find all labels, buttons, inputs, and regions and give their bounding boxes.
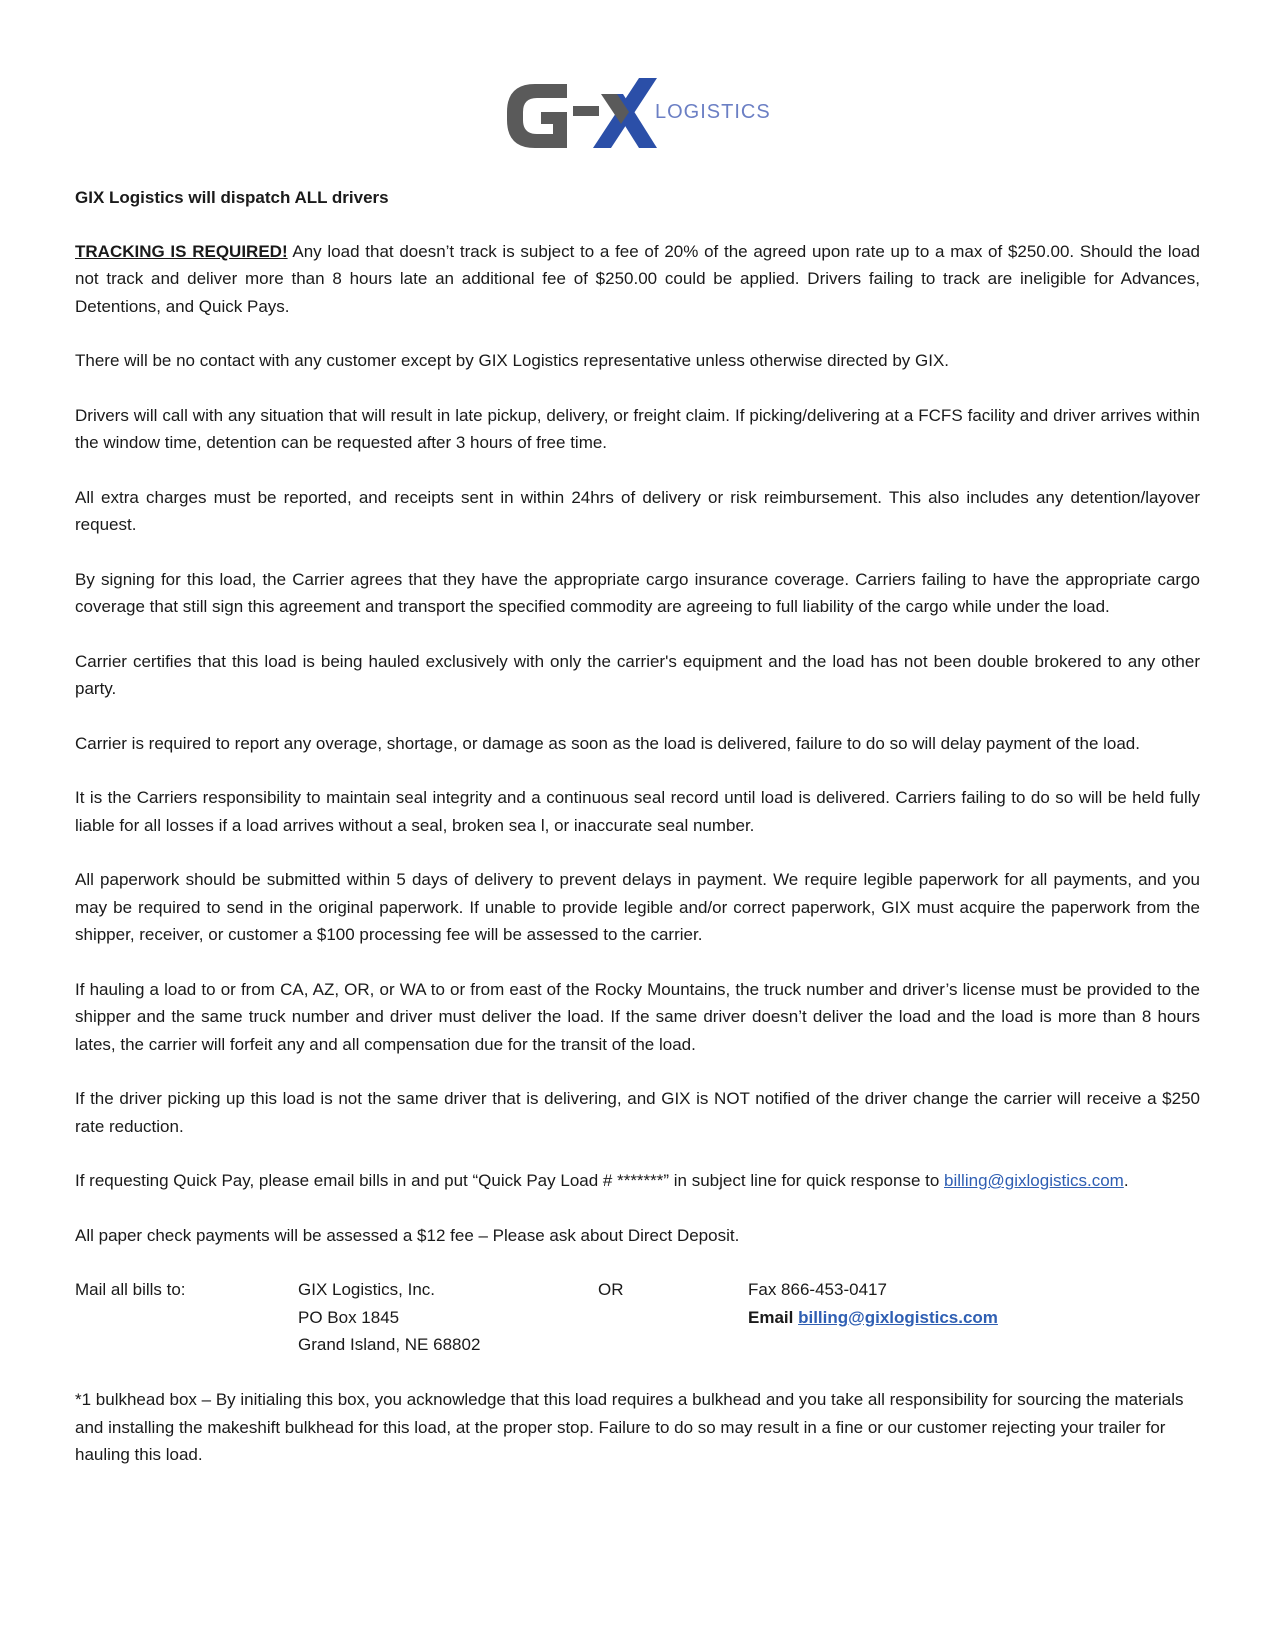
tracking-paragraph bbox=[75, 238, 1200, 321]
tracking-text: Any load that doesn’t track is subject to a fee of 20% of the agreed upon rate up to a max of $250.00. Should the load not track and deliver more than 8 hours late an additional fee of $250.00 could be applied. Drivers failing to track are ineligible for Advances, Detentions, and Quick Pays. bbox=[75, 241, 1200, 316]
bulkhead-footnote: *1 bulkhead box – By initialing this box, you acknowledge that this load requires a bulkhead and you take all responsibility for sourcing the materials and installing the makeshift bulkhead for this load, at the proper stop. Failure to do so may result in a fine or our customer rejecting your trailer for hauling this load. bbox=[75, 1390, 1184, 1464]
address-line: Grand Island, NE 68802 bbox=[298, 1335, 481, 1354]
policy-paragraph: Carrier certifies that this load is being hauled exclusively with only the carrier's equipment and the load has not been double brokered to any other party. bbox=[75, 651, 1200, 698]
mail-email-link[interactable]: billing@gixlogistics.com bbox=[798, 1307, 998, 1327]
address-line: PO Box 1845 bbox=[298, 1307, 400, 1327]
document-body bbox=[75, 184, 1200, 1496]
policy-paragraph: By signing for this load, the Carrier agrees that they have the appropriate cargo insurance coverage. Carriers failing to have the appropriate cargo coverage that still sign this agreement and transport the specified commodity are agreeing to full liability of the cargo while under the load. bbox=[75, 569, 1200, 616]
policy-paragraph: If the driver picking up this load is not the same driver that is delivering, and GIX is NOT notified of the driver change the carrier will receive a $250 rate reduction. bbox=[75, 1089, 1200, 1136]
page-heading: GIX Logistics will dispatch ALL drivers bbox=[75, 188, 389, 207]
billing-email-link[interactable]: billing@gixlogistics.com bbox=[944, 1171, 1124, 1190]
or-separator: OR bbox=[598, 1280, 624, 1299]
gix-logistics-logo bbox=[505, 72, 775, 158]
policy-paragraph: Drivers will call with any situation that will result in late pickup, delivery, or freight claim. If picking/delivering at a FCFS facility and driver arrives within the window time, detention can be requested after 3 hours of free time. bbox=[75, 405, 1200, 452]
policy-paragraph: All extra charges must be reported, and receipts sent in within 24hrs of delivery or risk reimbursement. This also includes any detention/layover request. bbox=[75, 487, 1200, 534]
quick-pay-text: If requesting Quick Pay, please email bills in and put “Quick Pay Load # *******” in subject line for quick response to bbox=[75, 1171, 945, 1190]
mail-address bbox=[298, 1276, 480, 1359]
fax-email-block bbox=[748, 1276, 998, 1331]
mail-block bbox=[75, 1276, 1200, 1360]
fax-number: Fax 866-453-0417 bbox=[748, 1280, 887, 1299]
policy-paragraph: If hauling a load to or from CA, AZ, OR, or WA to or from east of the Rocky Mountains, the truck number and driver’s license must be provided to the shipper and the same truck number and driver must deliver the load. If the same driver doesn’t deliver the load and the load is more than 8 hours lates, the carrier will forfeit any and all compensation due for the transit of the load. bbox=[75, 979, 1200, 1054]
policy-paragraph: There will be no contact with any customer except by GIX Logistics representative unless otherwise directed by GIX. bbox=[75, 351, 950, 370]
email-label: Email bbox=[748, 1307, 799, 1327]
check-fee-paragraph: All paper check payments will be assessed a $12 fee – Please ask about Direct Deposit. bbox=[75, 1225, 740, 1245]
mail-label: Mail all bills to: bbox=[75, 1280, 186, 1299]
tracking-lead: TRACKING IS REQUIRED! bbox=[75, 241, 288, 261]
email-line bbox=[748, 1304, 998, 1332]
address-line: GIX Logistics, Inc. bbox=[298, 1280, 435, 1299]
quick-pay-paragraph bbox=[75, 1167, 1200, 1195]
quick-pay-trail: . bbox=[1123, 1171, 1129, 1190]
policy-paragraph: Carrier is required to report any overage, shortage, or damage as soon as the load is delivered, failure to do so will delay payment of the load. bbox=[75, 733, 1140, 753]
policy-paragraph: All paperwork should be submitted within 5 days of delivery to prevent delays in payment. We require legible paperwork for all payments, and you may be required to send in the original paperwork. If unable to provide legible and/or correct paperwork, GIX must acquire the paperwork from the shipper, receiver, or customer a $100 processing fee will be assessed to the carrier. bbox=[75, 870, 1200, 944]
policy-paragraph: It is the Carriers responsibility to maintain seal integrity and a continuous seal record until load is delivered. Carriers failing to do so will be held fully liable for all losses if a load arrives without a seal, broken sea l, or inaccurate seal number. bbox=[75, 788, 1200, 835]
logo-i-bar bbox=[573, 106, 599, 116]
logo-g-shape bbox=[507, 84, 567, 148]
logo-wordmark: LOGISTICS bbox=[655, 101, 771, 123]
